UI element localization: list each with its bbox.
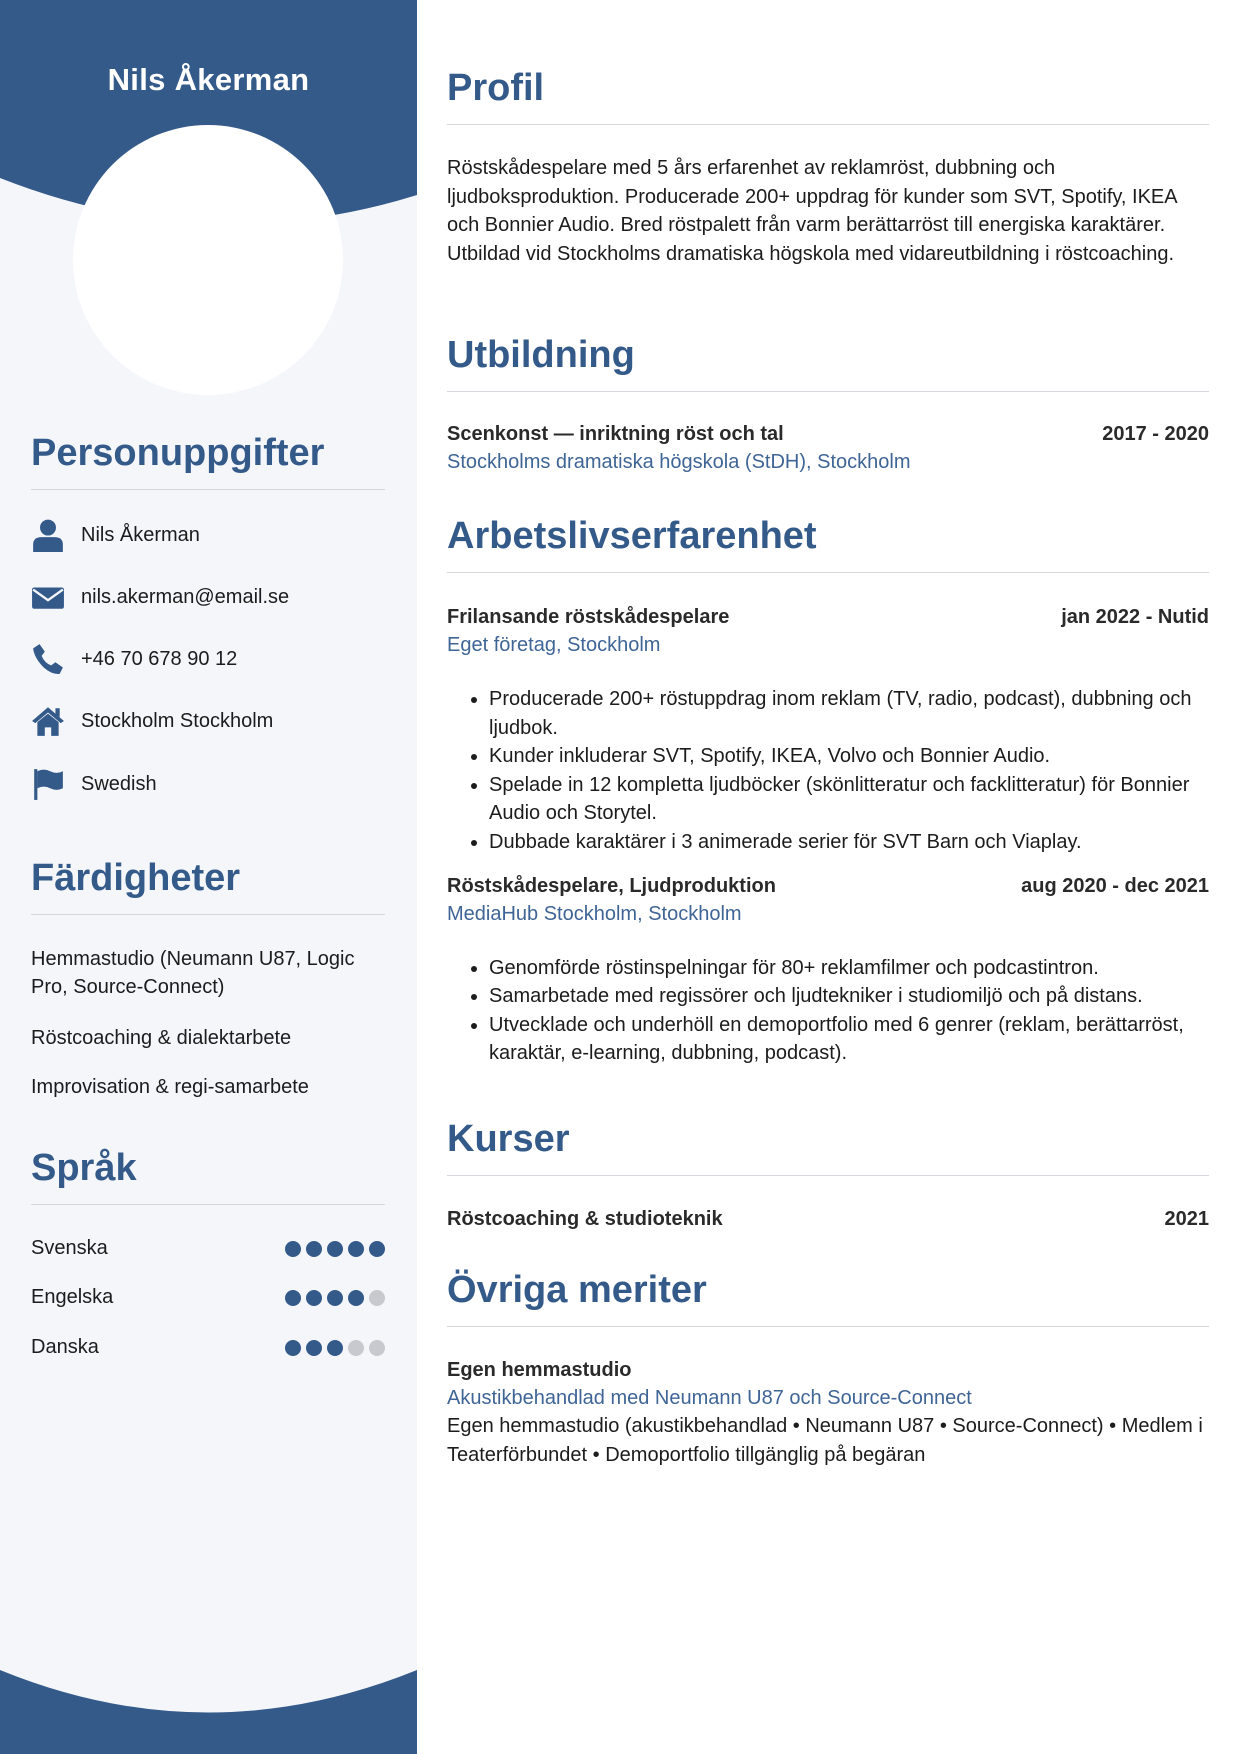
- job-dates: jan 2022 - Nutid: [1061, 606, 1209, 628]
- language-level: [285, 1340, 385, 1356]
- level-dot: [306, 1340, 322, 1356]
- other-merit-title: Egen hemmastudio: [447, 1359, 632, 1381]
- level-dot: [327, 1290, 343, 1306]
- languages-heading: Språk: [31, 1147, 137, 1189]
- candidate-name: Nils Åkerman: [107, 62, 310, 97]
- phone-icon: [31, 642, 65, 676]
- language-name: Engelska: [31, 1286, 114, 1308]
- course-title: Röstcoaching & studioteknik: [447, 1208, 723, 1230]
- skill-item: Röstcoaching & dialektarbete: [31, 1027, 292, 1049]
- personal-email: nils.akerman@email.se: [81, 585, 290, 608]
- personal-info-section: [31, 431, 385, 490]
- job-header: [447, 606, 1209, 629]
- person-icon: [31, 518, 65, 552]
- level-dot: [369, 1241, 385, 1257]
- personal-address: Stockholm Stockholm: [81, 709, 274, 732]
- level-dot: [348, 1340, 364, 1356]
- level-dot: [285, 1340, 301, 1356]
- language-name: Svenska: [31, 1237, 108, 1259]
- divider: [447, 1175, 1209, 1176]
- language-name: Danska: [31, 1336, 99, 1358]
- flag-icon: [31, 767, 65, 801]
- other-merit-text: Egen hemmastudio (akustikbehandlad • Neumann U87 • Source-Connect) • Medlem i Teaterförbundet • Demoportfolio tillgänglig på begäran: [447, 1415, 1203, 1466]
- job-bullet: • Kunder inkluderar SVT, Spotify, IKEA, Volvo och Bonnier Audio.: [489, 742, 1209, 771]
- language-row: [31, 1237, 385, 1260]
- personal-email-row: [31, 580, 289, 614]
- courses-section: [447, 1117, 1209, 1231]
- profile-text: Röstskådespelare med 5 års erfarenhet av reklamröst, dubbning och ljudboksproduktion. Producerade 200+ uppdrag för kunder som SVT, Spotify, IKEA och Bonnier Audio. Bred röstpalett från varm berättarröst till energiska karaktärer. Utbildad vid Stockholms dramatiska högskola med vidareutbildning i röstcoaching.: [447, 157, 1177, 265]
- skill-item: Hemmastudio (Neumann U87, Logic Pro, Source-Connect): [31, 948, 355, 998]
- course-entry: [447, 1208, 1209, 1231]
- personal-name: Nils Åkerman: [81, 523, 200, 546]
- language-level: [285, 1241, 385, 1257]
- job-bullet: • Spelade in 12 kompletta ljudböcker (skönlitteratur och facklitteratur) för Bonnier Audio och Storytel.: [489, 771, 1209, 828]
- language-row: [31, 1336, 385, 1359]
- job-bullets: [447, 685, 1209, 857]
- divider: [447, 1326, 1209, 1327]
- languages-section: [31, 1146, 385, 1205]
- profile-photo: [73, 125, 343, 395]
- divider: [447, 391, 1209, 392]
- job-title: Frilansande röstskådespelare: [447, 606, 730, 628]
- job-bullet: • Dubbade karaktärer i 3 animerade serier för SVT Barn och Viaplay.: [489, 828, 1209, 857]
- level-dot: [285, 1290, 301, 1306]
- job-dates: aug 2020 - dec 2021: [1021, 874, 1209, 897]
- divider: [447, 572, 1209, 573]
- divider: [31, 489, 385, 490]
- profile-heading: Profil: [447, 67, 545, 109]
- job-bullet: • Samarbetade med regissörer och ljudtekniker i studiomiljö och på distans.: [489, 982, 1209, 1011]
- skills-heading: Färdigheter: [31, 857, 241, 899]
- level-dot: [327, 1241, 343, 1257]
- personal-nationality-row: [31, 767, 157, 801]
- mail-icon: [31, 580, 65, 614]
- job-header: [447, 875, 1209, 898]
- personal-info-heading: Personuppgifter: [31, 432, 325, 474]
- divider: [31, 1204, 385, 1205]
- job-bullet: • Utvecklade och underhöll en demoportfolio med 6 genrer (reklam, berättarröst, karaktär, e-learning, dubbning, podcast).: [489, 1011, 1209, 1068]
- education-title: Scenkonst — inriktning röst och tal: [447, 423, 784, 445]
- language-level: [285, 1290, 385, 1306]
- job-bullets: [447, 954, 1209, 1068]
- job-bullet: • Genomförde röstinspelningar för 80+ reklamfilmer och podcastintron.: [489, 954, 1209, 983]
- sidebar: [0, 0, 417, 1754]
- level-dot: [306, 1290, 322, 1306]
- profile-section: [447, 66, 1209, 268]
- course-year: 2021: [1164, 1208, 1209, 1230]
- other-merit-subtitle: Akustikbehandlad med Neumann U87 och Source-Connect: [447, 1387, 972, 1409]
- personal-name-row: [31, 518, 200, 552]
- job-title: Röstskådespelare, Ljudproduktion: [447, 874, 776, 897]
- divider: [447, 124, 1209, 125]
- job-place: MediaHub Stockholm, Stockholm: [447, 902, 742, 925]
- personal-phone: +46 70 678 90 12: [81, 647, 238, 670]
- experience-section: [447, 514, 1209, 1068]
- other-merit-header: [447, 1359, 1209, 1382]
- other-merits-section: [447, 1268, 1209, 1469]
- level-dot: [348, 1241, 364, 1257]
- home-icon: [31, 704, 65, 738]
- level-dot: [306, 1241, 322, 1257]
- personal-nationality: Swedish: [81, 772, 157, 795]
- divider: [31, 914, 385, 915]
- education-heading: Utbildning: [447, 334, 635, 376]
- language-row: [31, 1286, 385, 1309]
- level-dot: [285, 1241, 301, 1257]
- education-entry-header: [447, 423, 1209, 446]
- job-bullet: • Producerade 200+ röstuppdrag inom reklam (TV, radio, podcast), dubbning och ljudbok.: [489, 685, 1209, 742]
- education-place: Stockholms dramatiska högskola (StDH), Stockholm: [447, 451, 911, 473]
- experience-heading: Arbetslivserfarenhet: [447, 515, 817, 557]
- level-dot: [369, 1290, 385, 1306]
- personal-address-row: [31, 704, 273, 738]
- courses-heading: Kurser: [447, 1118, 570, 1160]
- level-dot: [348, 1290, 364, 1306]
- level-dot: [369, 1340, 385, 1356]
- other-merits-heading: Övriga meriter: [447, 1269, 707, 1311]
- education-section: [447, 333, 1209, 474]
- level-dot: [327, 1340, 343, 1356]
- personal-phone-row: [31, 642, 237, 676]
- job-place: Eget företag, Stockholm: [447, 634, 661, 656]
- skill-item: Improvisation & regi-samarbete: [31, 1076, 309, 1098]
- skills-section: [31, 856, 385, 915]
- education-dates: 2017 - 2020: [1102, 423, 1209, 445]
